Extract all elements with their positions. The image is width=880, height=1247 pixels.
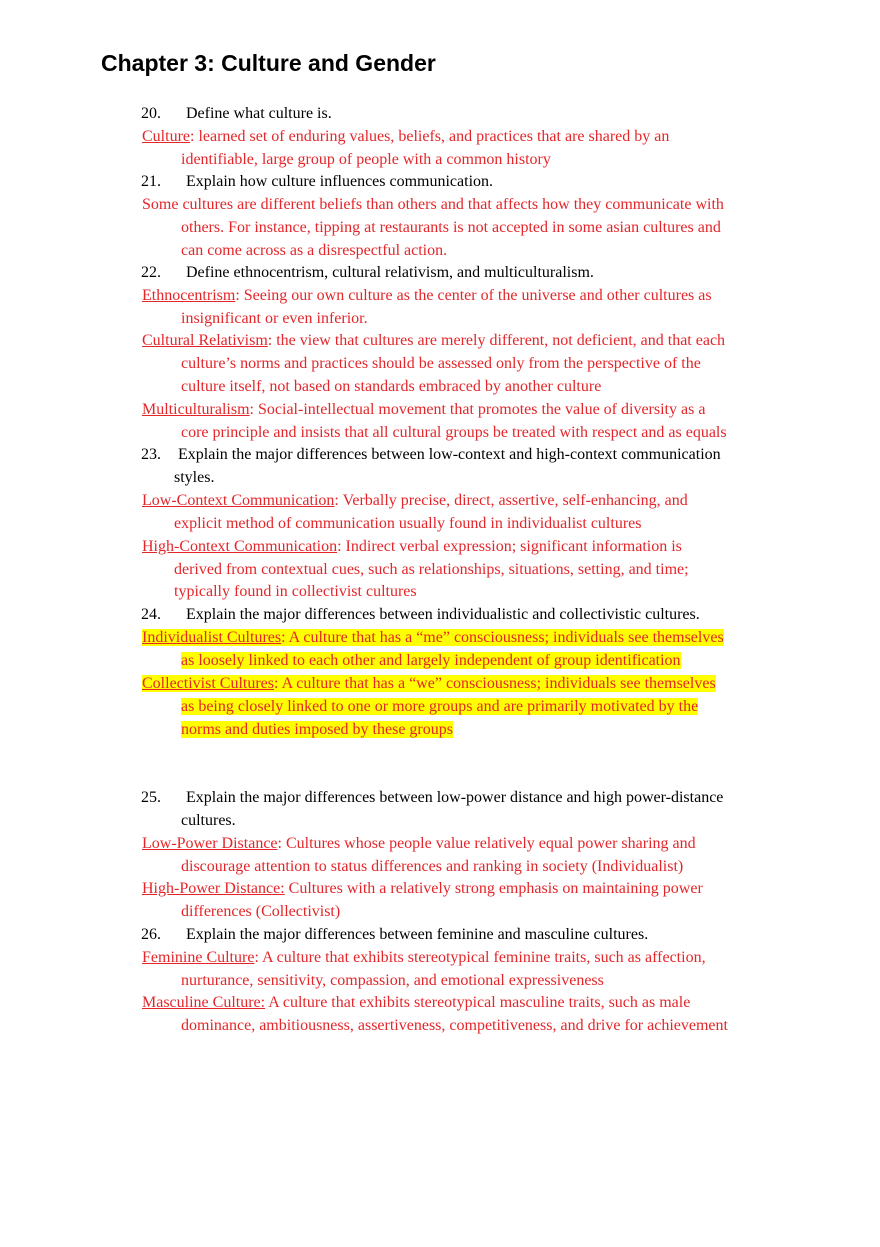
page-title: Chapter 3: Culture and Gender	[101, 50, 436, 76]
answer-high-power	[142, 878, 703, 900]
answer-low-power	[142, 833, 696, 855]
answer-collectivist-cont	[181, 719, 453, 741]
question-number: 24.	[141, 606, 161, 623]
question-25-cont: cultures.	[181, 812, 236, 829]
question-text: Define what culture is.	[186, 105, 332, 122]
question-21	[141, 171, 493, 193]
question-text: Explain the major differences between individualistic and collectivistic cultures.	[186, 606, 700, 623]
answer-communication-cont: can come across as a disrespectful action.	[181, 242, 448, 259]
answer-culture	[142, 126, 669, 148]
answer-low-context	[142, 490, 688, 512]
question-23-cont: styles.	[174, 469, 215, 486]
answer-text: : Cultures whose people value relatively equal power sharing and	[277, 835, 696, 852]
answer-masculine-cont: dominance, ambitiousness, assertiveness, competitiveness, and drive for achievement	[181, 1017, 728, 1034]
answer-collectivist-cont	[181, 696, 698, 718]
term-individualist: Individualist Cultures	[142, 629, 282, 646]
question-number: 20.	[141, 105, 161, 122]
answer-cultural-relativism	[142, 330, 725, 352]
question-26	[141, 924, 648, 946]
answer-cultural-relativism-cont: culture’s norms and practices should be assessed only from the perspective of the	[181, 355, 701, 372]
answer-text: : Social-intellectual movement that promotes the value of diversity as a	[249, 401, 706, 418]
term-collectivist: Collectivist Cultures	[142, 675, 274, 692]
answer-text: : the view that cultures are merely different, not deficient, and that each	[267, 332, 726, 349]
question-text: Define ethnocentrism, cultural relativism, and multiculturalism.	[186, 264, 594, 281]
answer-low-power-cont: discourage attention to status differences and ranking in society (Individualist)	[181, 858, 684, 875]
answer-culture-cont: identifiable, large group of people with a common history	[181, 151, 551, 168]
term-masculine: Masculine Culture:	[142, 994, 266, 1011]
answer-multiculturalism-cont: core principle and insists that all cultural groups be treated with respect and as equals	[181, 424, 727, 441]
answer-individualist	[142, 627, 724, 649]
question-23	[141, 444, 721, 466]
question-number: 23.	[141, 446, 161, 463]
answer-multiculturalism	[142, 399, 705, 421]
question-25	[141, 787, 723, 809]
term-feminine: Feminine Culture	[142, 949, 255, 966]
question-24	[141, 604, 700, 626]
term-high-context: High-Context Communication	[142, 538, 338, 555]
term-multiculturalism: Multiculturalism	[142, 401, 250, 418]
answer-feminine	[142, 947, 706, 969]
question-number: 25.	[141, 789, 161, 806]
answer-collectivist	[142, 673, 716, 695]
question-number: 26.	[141, 926, 161, 943]
answer-cultural-relativism-cont: culture itself, not based on standards embraced by another culture	[181, 378, 602, 395]
answer-ethnocentrism	[142, 285, 712, 307]
term-culture: Culture	[142, 128, 190, 145]
term-ethnocentrism: Ethnocentrism	[142, 287, 236, 304]
highlighted-text: norms and duties imposed by these groups	[181, 721, 453, 738]
answer-high-context-cont: typically found in collectivist cultures	[174, 583, 417, 600]
answer-individualist-cont	[181, 650, 681, 672]
answer-communication: Some cultures are different beliefs than others and that affects how they communicate with	[142, 196, 724, 213]
answer-text: : learned set of enduring values, beliefs, and practices that are shared by an	[190, 128, 670, 145]
question-number: 21.	[141, 173, 161, 190]
answer-feminine-cont: nurturance, sensitivity, compassion, and emotional expressiveness	[181, 972, 604, 989]
answer-low-context-cont: explicit method of communication usually found in individualist cultures	[174, 515, 642, 532]
answer-masculine	[142, 992, 690, 1014]
answer-text: : Indirect verbal expression; significant information is	[337, 538, 682, 555]
answer-text: : A culture that has a “we” consciousness; individuals see themselves	[274, 675, 716, 692]
answer-high-context	[142, 536, 682, 558]
answer-text: : Verbally precise, direct, assertive, self-enhancing, and	[334, 492, 688, 509]
term-cultural-relativism: Cultural Relativism	[142, 332, 268, 349]
question-22	[141, 262, 594, 284]
answer-communication-cont: others. For instance, tipping at restaurants is not accepted in some asian cultures and	[181, 219, 721, 236]
question-text: Explain how culture influences communication.	[186, 173, 494, 190]
question-text: Explain the major differences between low-power distance and high power-distance	[186, 789, 724, 806]
answer-text: : Seeing our own culture as the center of the universe and other cultures as	[235, 287, 712, 304]
answer-text: : A culture that exhibits stereotypical feminine traits, such as affection,	[254, 949, 706, 966]
term-low-context: Low-Context Communication	[142, 492, 335, 509]
answer-ethnocentrism-cont: insignificant or even inferior.	[181, 310, 368, 327]
question-text: Explain the major differences between low-context and high-context communication	[178, 446, 721, 463]
highlighted-text: as being closely linked to one or more groups and are primarily motivated by the	[181, 698, 699, 715]
question-text: Explain the major differences between feminine and masculine cultures.	[186, 926, 649, 943]
question-number: 22.	[141, 264, 161, 281]
question-20	[141, 103, 332, 125]
answer-text: Cultures with a relatively strong emphasis on maintaining power	[284, 880, 703, 897]
answer-text: A culture that exhibits stereotypical masculine traits, such as male	[265, 994, 691, 1011]
answer-high-context-cont: derived from contextual cues, such as relationships, situations, setting, and time;	[174, 561, 689, 578]
term-high-power: High-Power Distance:	[142, 880, 285, 897]
highlighted-text: as loosely linked to each other and largely independent of group identification	[181, 652, 681, 669]
answer-high-power-cont: differences (Collectivist)	[181, 903, 341, 920]
answer-text: : A culture that has a “me” consciousness; individuals see themselves	[281, 629, 724, 646]
term-low-power: Low-Power Distance	[142, 835, 278, 852]
